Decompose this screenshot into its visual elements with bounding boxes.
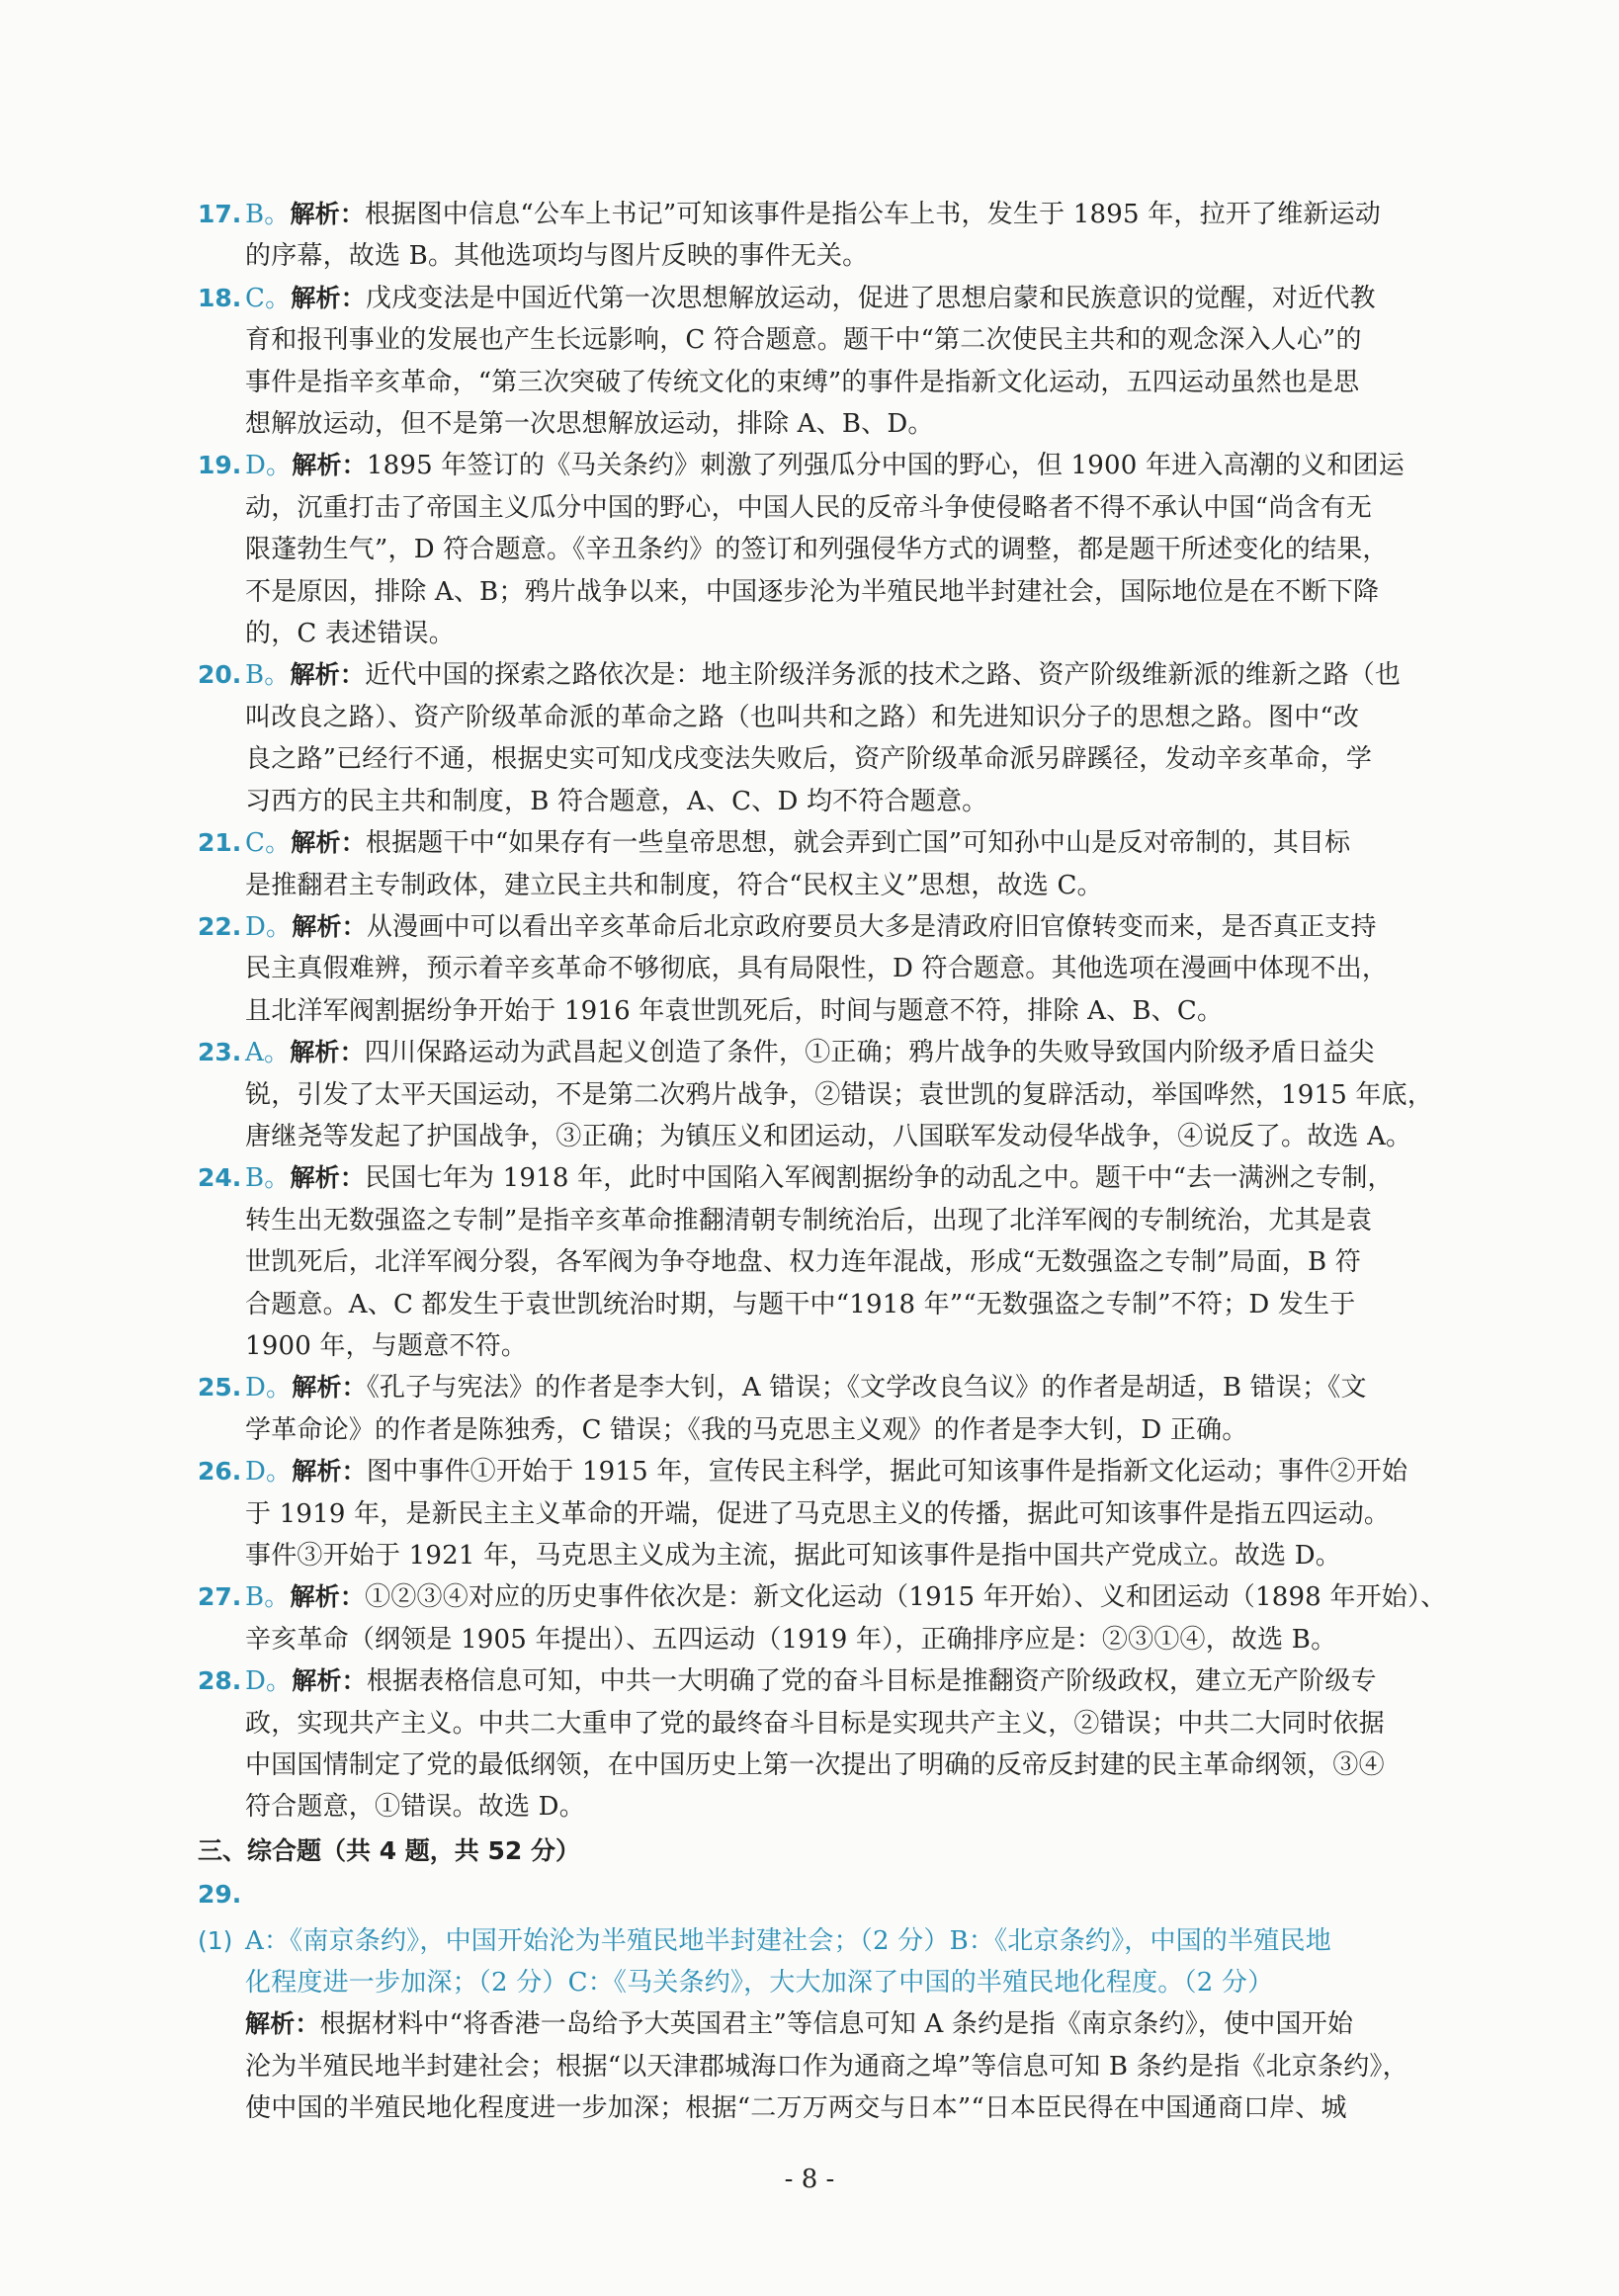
answer-item (198, 654, 1483, 822)
analysis-text-line: 《孔子与宪法》的作者是李大钊，A 错误；《文学改良刍议》的作者是胡适，B 错误；《文 (366, 1373, 1367, 1403)
analysis-text-line: 符合题意，①错误。故选 D。 (245, 1792, 585, 1823)
analysis-text-line: 戊戌变法是中国近代第一次思想解放运动，促进了思想启蒙和民族意识的觉醒，对近代教 (365, 283, 1376, 313)
analysis-label: 解析： (291, 828, 366, 858)
analysis-text-line: 沦为半殖民地半封建社会；根据“以天津郡城海口作为通商之埠”等信息可知 B 条约是指《北京条约》， (245, 2051, 1408, 2082)
analysis-text-line: 育和报刊事业的发展也产生长远影响，C 符合题意。题干中“第二次使民主共和的观念深入人心”的 (245, 325, 1362, 356)
analysis-text-line: 唐继尧等发起了护国战争，③正确；为镇压义和团运动，八国联军发动侵华战争，④说反了。故选 A。 (245, 1121, 1412, 1151)
analysis-text-line: 图中事件①开始于 1915 年，宣传民主科学，据此可知该事件是指新文化运动；事件②开始 (366, 1457, 1408, 1488)
answer-choice: D。 (245, 1666, 293, 1697)
answer-item (198, 445, 1483, 654)
analysis-label: 解析： (290, 200, 366, 228)
answer-choice: B。 (245, 1163, 291, 1194)
analysis-text-line: 限蓬勃生气”，D 符合题意。《辛丑条约》的签订和列强侵华方式的调整，都是题干所述变化的结果， (245, 535, 1389, 565)
analysis-text-line: 学革命论》的作者是陈独秀，C 错误；《我的马克思主义观》的作者是李大钊，D 正确。 (245, 1414, 1248, 1445)
analysis-text-line: 良之路”已经行不通，根据史实可知戊戌变法失败后，资产阶级革命派另辟蹊径，发动辛亥革命，学 (245, 744, 1373, 775)
question-number: 17. (198, 200, 242, 228)
sub-question-number: (1) (198, 1925, 233, 1955)
analysis-text-line: 民国七年为 1918 年，此时中国陷入军阀割据纷争的动乱之中。题干中“去一满洲之专制， (365, 1163, 1394, 1194)
question-number: 19. (198, 451, 242, 480)
analysis-label: 解析： (292, 1373, 367, 1403)
analysis-text-line: 事件③开始于 1921 年，马克思主义成为主流，据此可知该事件是指中国共产党成立。故选 D。 (245, 1541, 1342, 1571)
answer-item (198, 822, 1483, 906)
answer-item (198, 1576, 1483, 1660)
analysis-text-line: 中国国情制定了党的最低纲领，在中国历史上第一次提出了明确的反帝反封建的民主革命纲领，③④ (245, 1750, 1385, 1781)
page-number: - 8 - (784, 2165, 835, 2194)
answer-choice: D。 (245, 1373, 293, 1403)
answer-choice: C。 (245, 828, 292, 859)
analysis-text-line: 的序幕，故选 B。其他选项均与图片反映的事件无关。 (245, 241, 869, 272)
section-title: 三、综合题（共 4 题，共 52 分） (198, 1835, 581, 1865)
analysis-label: 解析： (290, 660, 366, 690)
analysis-text-line: 近代中国的探索之路依次是：地主阶级洋务派的技术之路、资产阶级维新派的维新之路（也 (365, 660, 1402, 691)
answer-item (198, 906, 1483, 1032)
analysis-text-line: 想解放运动，但不是第一次思想解放运动，排除 A、B、D。 (245, 409, 934, 440)
answer-item (198, 1451, 1483, 1576)
analysis-label: 解析： (291, 283, 366, 312)
analysis-text-line: 1900 年，与题意不符。 (245, 1330, 528, 1361)
analysis-text-line: 1895 年签订的《马关条约》刺激了列强瓜分中国的野心，但 1900 年进入高潮的义和团运 (366, 451, 1405, 481)
answer-item (198, 1660, 1483, 1828)
analysis-text-line: 合题意。A、C 都发生于袁世凯统治时期，与题干中“1918 年”“无数强盗之专制”不符；D 发生于 (245, 1289, 1356, 1319)
analysis-label: 解析： (292, 1666, 367, 1696)
answer-content (198, 194, 1483, 2130)
analysis-text-line: 不是原因，排除 A、B；鸦片战争以来，中国逐步沦为半殖民地半封建社会，国际地位是在不断下降 (245, 576, 1380, 607)
analysis-text-line: ①②③④对应的历史事件依次是：新文化运动（1915 年开始）、义和团运动（1898 年开始）、 (365, 1582, 1447, 1613)
analysis-text-line: 民主真假难辨，预示着辛亥革命不够彻底，具有局限性，D 符合题意。其他选项在漫画中体现不出， (245, 954, 1389, 984)
analysis-text-line: 根据图中信息“公车上书记”可知该事件是指公车上书，发生于 1895 年，拉开了维新运动 (365, 200, 1382, 229)
answer-choice: D。 (245, 911, 293, 942)
analysis-text-line: 四川保路运动为武昌起义创造了条件，①正确；鸦片战争的失败导致国内阶级矛盾日益尖 (364, 1038, 1375, 1068)
question-number: 23. (198, 1038, 242, 1067)
analysis-text-line: 锐，引发了太平天国运动，不是第二次鸦片战争，②错误；袁世凯的复辟活动，举国哗然，1915 年底， (245, 1079, 1434, 1110)
analysis-text-line: 从漫画中可以看出辛亥革命后北京政府要员大多是清政府旧官僚转变而来，是否真正支持 (366, 911, 1377, 942)
question-number: 18. (198, 283, 242, 312)
answer-text-line: 化程度进一步加深；（2 分）C：《马关条约》，大大加深了中国的半殖民地化程度。（2 分） (245, 1968, 1274, 1998)
analysis-label: 解析： (290, 1038, 365, 1067)
question-number: 25. (198, 1373, 242, 1403)
answer-choice: A。 (245, 1038, 291, 1068)
analysis-text-line: 根据材料中“将香港一岛给予大英国君主”等信息可知 A 条约是指《南京条约》，使中国开始 (319, 2009, 1354, 2040)
answer-choice: B。 (245, 660, 291, 691)
analysis-text-line: 使中国的半殖民地化程度进一步加深；根据“二万万两交与日本”“日本臣民得在中国通商口岸、城 (245, 2093, 1347, 2124)
answer-item (198, 1367, 1483, 1451)
question-number: 26. (198, 1457, 242, 1487)
question-number: 22. (198, 911, 242, 941)
answer-item (198, 1157, 1483, 1367)
sub-question (198, 1920, 1483, 2130)
analysis-text-line: 叫改良之路）、资产阶级革命派的革命之路（也叫共和之路）和先进知识分子的思想之路。图中“改 (245, 702, 1360, 732)
analysis-text-line: 于 1919 年，是新民主主义革命的开端，促进了马克思主义的传播，据此可知该事件是指五四运动。 (245, 1498, 1391, 1529)
analysis-label: 解析： (290, 1163, 366, 1193)
answer-choice: C。 (245, 283, 292, 313)
question-number: 24. (198, 1163, 242, 1193)
answer-choice: D。 (245, 1457, 293, 1488)
analysis-label: 解析： (290, 1582, 366, 1612)
question-number: 20. (198, 660, 242, 690)
question-number: 28. (198, 1666, 242, 1696)
answer-choice: B。 (245, 1582, 291, 1613)
analysis-label: 解析： (292, 451, 367, 480)
analysis-text-line: 事件是指辛亥革命，“第三次突破了传统文化的束缚”的事件是指新文化运动，五四运动虽然也是思 (245, 367, 1360, 397)
analysis-text-line: 且北洋军阀割据纷争开始于 1916 年袁世凯死后，时间与题意不符，排除 A、B、C。 (245, 995, 1224, 1026)
analysis-text-line: 世凯死后，北洋军阀分裂，各军阀为争夺地盘、权力连年混战，形成“无数强盗之专制”局面，B 符 (245, 1247, 1361, 1278)
answer-item (198, 1032, 1483, 1157)
analysis-label: 解析： (245, 2009, 320, 2039)
answer-item (198, 194, 1483, 278)
answer-choice: B。 (245, 200, 291, 229)
analysis-label: 解析： (292, 911, 367, 941)
analysis-text-line: 是推翻君主专制政体，建立民主共和制度，符合“民权主义”思想，故选 C。 (245, 870, 1103, 900)
analysis-text-line: 的，C 表述错误。 (245, 619, 455, 649)
analysis-text-line: 辛亥革命（纲领是 1905 年提出）、五四运动（1919 年），正确排序应是：②③①④，故选 B。 (245, 1624, 1337, 1655)
question-number: 27. (198, 1582, 242, 1612)
analysis-text-line: 根据题干中“如果存有一些皇帝思想，就会弄到亡国”可知孙中山是反对帝制的，其目标 (365, 828, 1351, 859)
analysis-text-line: 政，实现共产主义。中共二大重申了党的最终奋斗目标是实现共产主义，②错误；中共二大同时依据 (245, 1708, 1385, 1739)
answer-choice: D。 (245, 451, 293, 481)
answer-item (198, 278, 1483, 446)
analysis-text-line: 动，沉重打击了帝国主义瓜分中国的野心，中国人民的反帝斗争使侵略者不得不承认中国“尚含有无 (245, 492, 1373, 523)
analysis-text-line: 转生出无数强盗之专制”是指辛亥革命推翻清朝专制统治后，出现了北洋军阀的专制统治，尤其是袁 (245, 1205, 1373, 1235)
question-number: 21. (198, 828, 242, 858)
analysis-label: 解析： (292, 1457, 367, 1487)
question-number: 29. (198, 1880, 242, 1910)
answer-text-line: A：《南京条约》，中国开始沦为半殖民地半封建社会；（2 分）B：《北京条约》，中国的半殖民地 (245, 1925, 1331, 1956)
analysis-text-line: 根据表格信息可知，中共一大明确了党的奋斗目标是推翻资产阶级政权，建立无产阶级专 (366, 1666, 1377, 1697)
analysis-text-line: 习西方的民主共和制度，B 符合题意，A、C、D 均不符合题意。 (245, 786, 988, 816)
